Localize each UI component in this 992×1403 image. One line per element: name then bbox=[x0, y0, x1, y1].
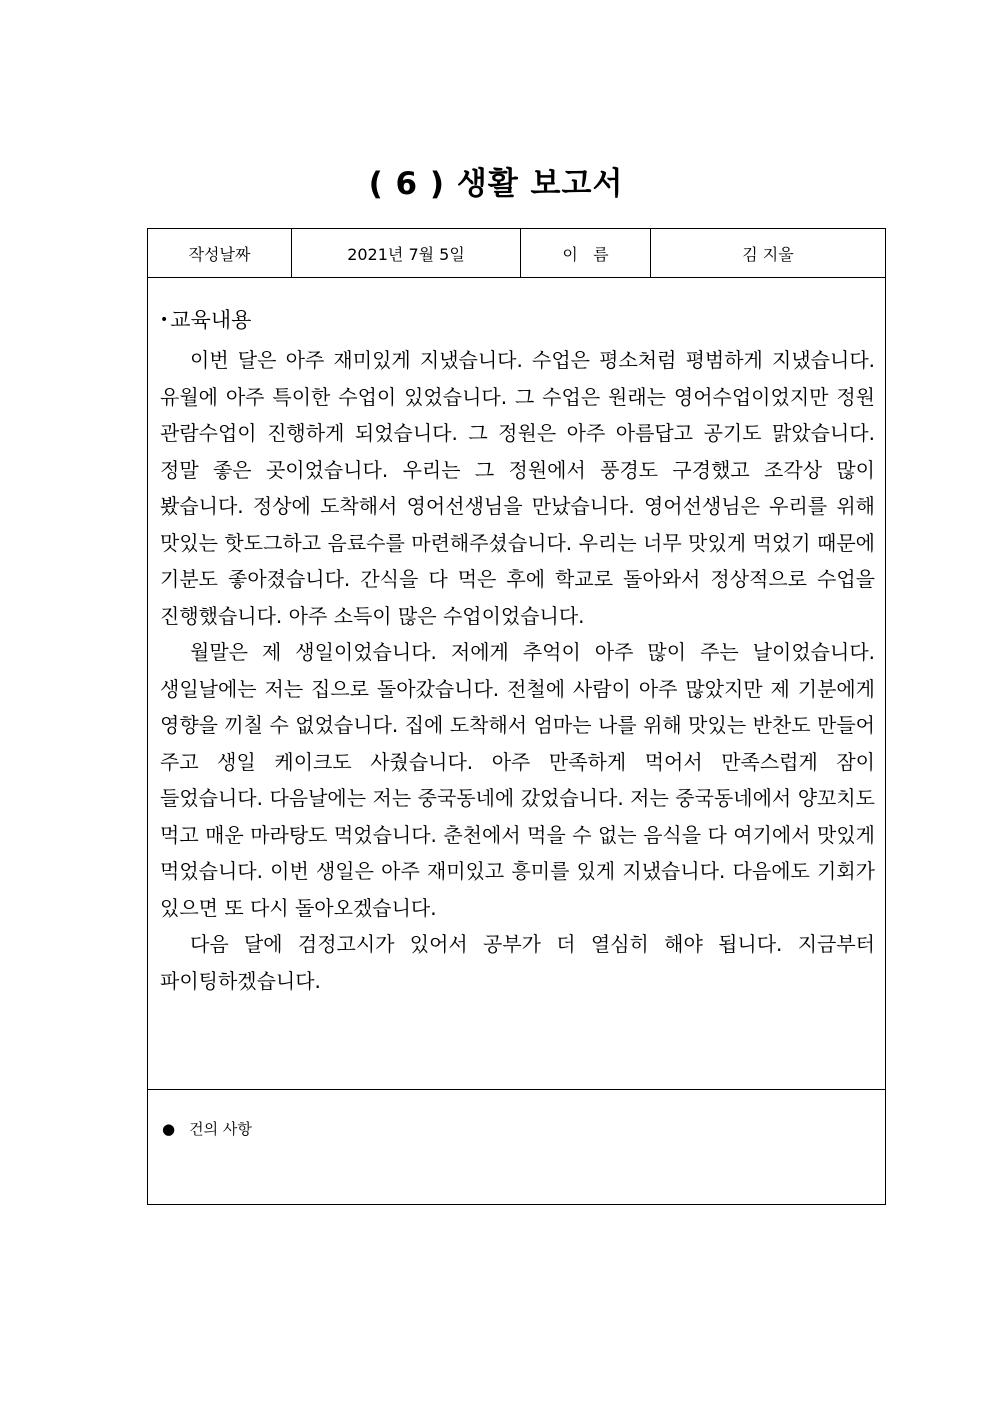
section-title-text: 교육내용 bbox=[170, 308, 252, 332]
suggestions-cell bbox=[148, 1090, 886, 1205]
paragraph-3: 다음 달에 검정고시가 있어서 공부가 더 열심히 해야 됩니다. 지금부터 파이팅하겠습니다. bbox=[160, 932, 875, 993]
paragraph-2: 월말은 제 생일이었습니다. 저에게 추억이 아주 많이 주는 날이었습니다. 생일날에는 저는 집으로 돌아갔습니다. 전철에 사람이 아주 많았지만 제 기분에게 영향을 끼칠 수 없었습니다. 집에 도착해서 엄마는 나를 위해 맛있는 반찬도 만들어 주고 생일 케이크도 사줬습니다. 아주 만족하게 먹어서 만족스럽게 잠이 들었습니다. 다음날에는 저는 중국동네에 갔었습니다. 저는 중국동네에서 양꼬치도 먹고 매운 마라탕도 먹었습니다. 춘천에서 먹을 수 없는 음식을 다 여기에서 맛있게 먹었습니다. 이번 생일은 아주 재미있고 흥미를 있게 지냈습니다. 다음에도 기회가 있으면 또 다시 돌아오겠습니다. bbox=[160, 640, 875, 920]
date-value: 2021년 7월 5일 bbox=[292, 229, 521, 278]
bullet-icon: ● bbox=[162, 1120, 176, 1138]
section-title bbox=[160, 304, 875, 334]
suggestions bbox=[148, 1090, 885, 1139]
education-content-cell bbox=[148, 278, 886, 1090]
name-label bbox=[521, 229, 651, 278]
name-label-text: 이 름 bbox=[562, 244, 609, 264]
report-table bbox=[147, 228, 886, 1205]
bullet-icon: • bbox=[160, 312, 169, 328]
header-row bbox=[148, 229, 886, 278]
page-title: ( 6 ) 생활 보고서 bbox=[368, 166, 624, 202]
date-label: 작성날짜 bbox=[148, 229, 292, 278]
suggestions-label: 건의 사항 bbox=[189, 1120, 252, 1138]
name-value: 김 지울 bbox=[651, 229, 886, 278]
education-content bbox=[148, 278, 885, 999]
paragraph-1: 이번 달은 아주 재미있게 지냈습니다. 수업은 평소처럼 평범하게 지냈습니다. 유월에 아주 특이한 수업이 있었습니다. 그 수업은 원래는 영어수업이었지만 정원 관람수업이 진행하게 되었습니다. 그 정원은 아주 아름답고 공기도 맑았습니다. 정말 좋은 곳이었습니다. 우리는 그 정원에서 풍경도 구경했고 조각상 많이 봤습니다. 정상에 도착해서 영어선생님을 만났습니다. 영어선생님은 우리를 위해 맛있는 핫도그하고 음료수를 마련해주셨습니다. 우리는 너무 맛있게 먹었기 때문에 기분도 좋아졌습니다. 간식을 다 먹은 후에 학교로 돌아와서 정상적으로 수업을 진행했습니다. 아주 소득이 많은 수업이었습니다. bbox=[160, 348, 875, 628]
